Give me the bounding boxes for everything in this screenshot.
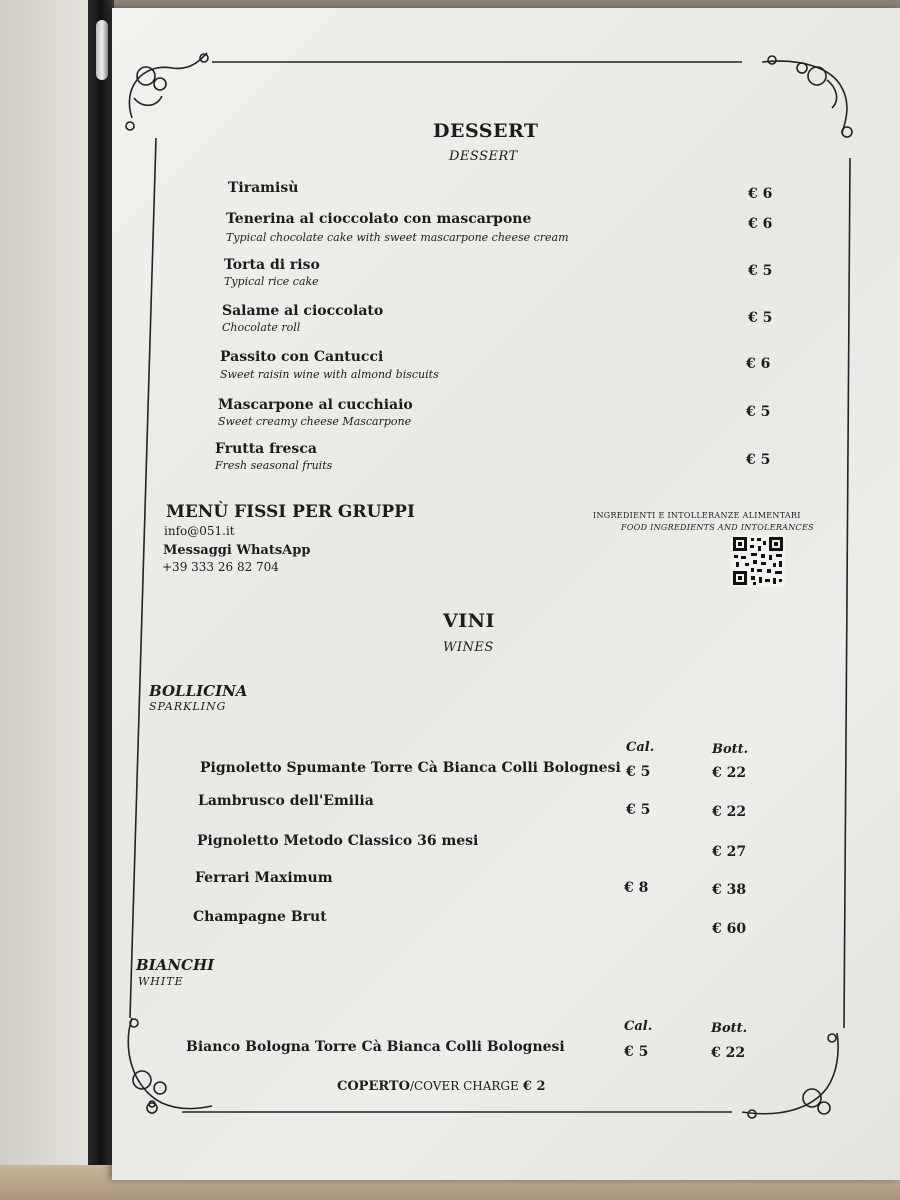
dessert-item-price: € 6 (748, 216, 773, 232)
wines-title: VINI (443, 610, 495, 632)
dessert-item-desc: Sweet creamy cheese Mascarpone (218, 415, 412, 428)
menu-binder-spine (88, 0, 114, 1200)
qr-code-icon[interactable] (731, 535, 785, 587)
bottle-column-header: Bott. (712, 742, 749, 757)
dessert-item-name: Frutta fresca (215, 441, 317, 457)
dessert-item-name: Passito con Cantucci (220, 349, 384, 365)
dessert-item-desc: Fresh seasonal fruits (215, 459, 333, 472)
wine-glass-price: € 5 (624, 1044, 649, 1060)
wine-bottle-price: € 22 (712, 804, 747, 820)
dessert-item-name: Mascarpone al cucchiaio (218, 397, 413, 413)
wine-glass-price: € 5 (626, 802, 651, 818)
dessert-item-name: Torta di riso (224, 257, 320, 273)
wine-name: Pignoletto Spumante Torre Cà Bianca Colli Bolognesi (200, 760, 621, 776)
wine-name: Lambrusco dell'Emilia (198, 793, 374, 809)
dessert-item-name: Tenerina al cioccolato con mascarpone (226, 211, 532, 227)
wine-glass-price: € 5 (626, 764, 651, 780)
group-menu-title: MENÙ FISSI PER GRUPPI (166, 502, 415, 522)
dessert-item-name: Salame al cioccolato (222, 303, 384, 319)
binder-ring (96, 20, 108, 80)
dessert-item-desc: Typical rice cake (224, 275, 319, 288)
allergen-info-en: FOOD INGREDIENTS AND INTOLERANCES (621, 523, 814, 532)
left-menu-page (0, 0, 96, 1200)
dessert-item-desc: Typical chocolate cake with sweet mascarpone cheese cream (226, 231, 569, 244)
dessert-item-price: € 5 (748, 310, 773, 326)
cover-charge-it: COPERTO (337, 1079, 410, 1094)
dessert-title: DESSERT (433, 120, 539, 142)
white-wine-title: BIANCHI (136, 956, 215, 974)
dessert-item-desc: Sweet raisin wine with almond biscuits (220, 368, 439, 381)
dessert-item-price: € 6 (748, 186, 773, 202)
dessert-item-price: € 5 (748, 263, 773, 279)
whatsapp-label: Messaggi WhatsApp (163, 543, 311, 558)
cover-charge (337, 1079, 546, 1094)
dessert-subtitle: DESSERT (449, 149, 518, 164)
sparkling-subtitle: SPARKLING (149, 700, 227, 713)
wine-name: Ferrari Maximum (195, 870, 333, 886)
whatsapp-phone: +39 333 26 82 704 (162, 560, 279, 574)
wine-name: Champagne Brut (193, 909, 327, 925)
allergen-info-it: INGREDIENTI E INTOLLERANZE ALIMENTARI (593, 511, 801, 520)
wine-bottle-price: € 38 (712, 882, 747, 898)
wine-name: Pignoletto Metodo Classico 36 mesi (197, 833, 479, 849)
wine-bottle-price: € 60 (712, 921, 747, 937)
dessert-item-name: Tiramisù (228, 180, 299, 196)
wine-name: Bianco Bologna Torre Cà Bianca Colli Bolognesi (186, 1039, 565, 1055)
glass-column-header: Cal. (626, 740, 655, 755)
wine-bottle-price: € 27 (712, 844, 747, 860)
cover-charge-en: /COVER CHARGE (409, 1079, 519, 1093)
cover-charge-price: € 2 (522, 1079, 546, 1094)
wine-bottle-price: € 22 (711, 1045, 746, 1061)
wines-subtitle: WINES (443, 640, 494, 655)
bottle-column-header: Bott. (711, 1021, 748, 1036)
wine-bottle-price: € 22 (712, 765, 747, 781)
sparkling-title: BOLLICINA (149, 682, 248, 700)
glass-column-header: Cal. (624, 1019, 653, 1034)
wine-glass-price: € 8 (624, 880, 649, 896)
dessert-item-desc: Chocolate roll (222, 321, 301, 334)
dessert-item-price: € 6 (746, 356, 771, 372)
menu-page (112, 8, 900, 1180)
white-wine-subtitle: WHITE (138, 975, 184, 988)
dessert-item-price: € 5 (746, 452, 771, 468)
group-email: info@051.it (164, 524, 235, 538)
dessert-item-price: € 5 (746, 404, 771, 420)
